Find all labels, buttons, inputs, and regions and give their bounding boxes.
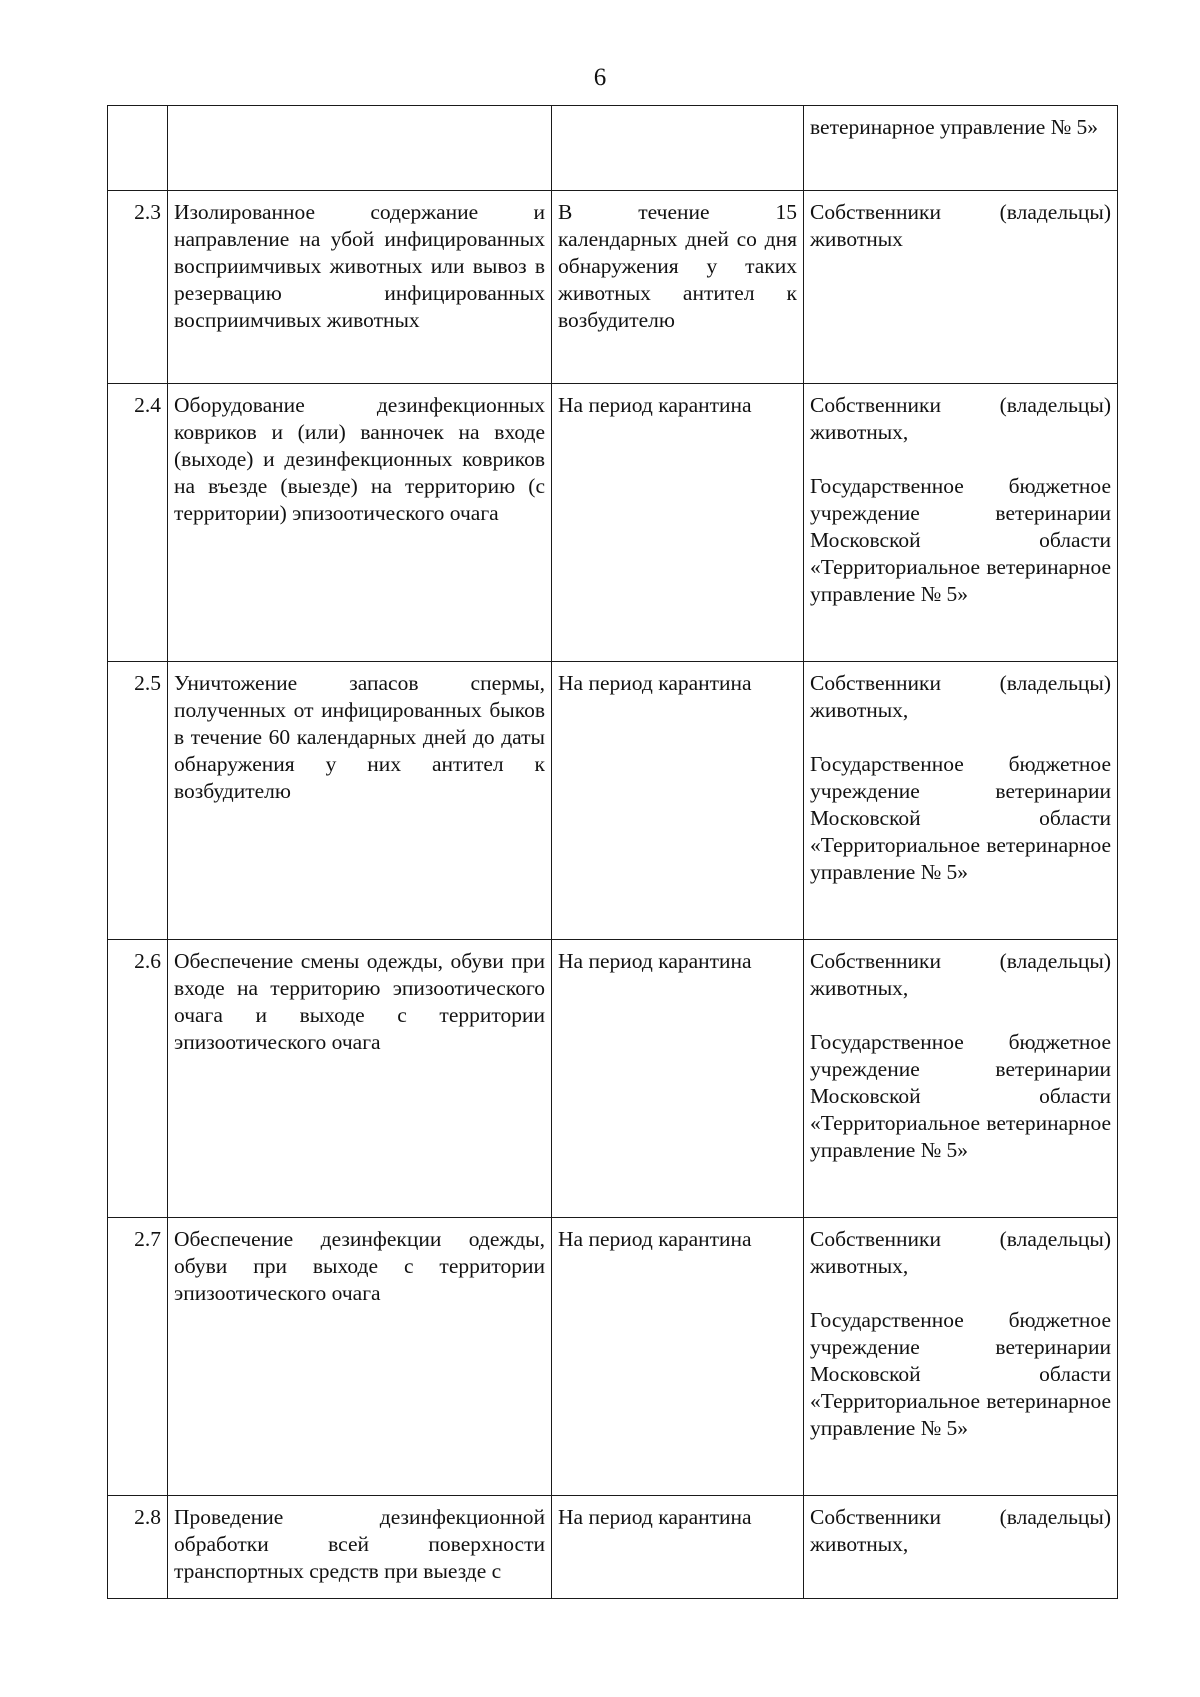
- responsible-cell: [804, 940, 1118, 1218]
- row-number-cell: 2.3: [108, 191, 168, 384]
- table-row: [108, 1496, 1118, 1599]
- table-row: [108, 191, 1118, 384]
- row-number-cell: 2.5: [108, 662, 168, 940]
- responsible-owners: Собственники (владельцы) животных,: [810, 393, 1111, 444]
- table-row: [108, 662, 1118, 940]
- term-cell: На период карантина: [552, 384, 804, 662]
- responsible-owners: Собственники (владельцы) животных,: [810, 949, 1111, 1000]
- measure-cell: Изолированное содержание и направление на убой инфицированных восприимчивых животных или вывоз в резервацию инфицированных восприимчивых животных: [168, 191, 552, 384]
- responsible-cell: [804, 106, 1118, 191]
- measure-cell: [168, 106, 552, 191]
- responsible-cell: [804, 662, 1118, 940]
- term-cell: [552, 106, 804, 191]
- term-cell: На период карантина: [552, 662, 804, 940]
- row-number-cell: 2.4: [108, 384, 168, 662]
- responsible-cell: [804, 191, 1118, 384]
- responsible-owners: Собственники (владельцы) животных,: [810, 1505, 1111, 1556]
- term-cell: На период карантина: [552, 1218, 804, 1496]
- measure-cell: Обеспечение дезинфекции одежды, обуви при выходе с территории эпизоотического очага: [168, 1218, 552, 1496]
- measure-cell: Оборудование дезинфекционных ковриков и (или) ванночек на входе (выходе) и дезинфекционных ковриков на въезде (выезде) на территорию (с территории) эпизоотического очага: [168, 384, 552, 662]
- responsible-owners: Собственники (владельцы) животных,: [810, 671, 1111, 722]
- responsible-owners: Собственники (владельцы) животных,: [810, 1227, 1111, 1278]
- row-number-cell: 2.6: [108, 940, 168, 1218]
- term-cell: На период карантина: [552, 1496, 804, 1599]
- row-number-cell: [108, 106, 168, 191]
- row-number-cell: 2.8: [108, 1496, 168, 1599]
- term-cell: На период карантина: [552, 940, 804, 1218]
- responsible-institution: Государственное бюджетное учреждение ветеринарии Московской области «Территориальное ветеринарное управление № 5»: [810, 474, 1111, 606]
- responsible-institution: Государственное бюджетное учреждение ветеринарии Московской области «Территориальное ветеринарное управление № 5»: [810, 1308, 1111, 1440]
- responsible-owners: Собственники (владельцы) животных: [810, 200, 1111, 251]
- page-number: 6: [593, 64, 607, 91]
- measure-cell: Проведение дезинфекционной обработки всей поверхности транспортных средств при выезде с: [168, 1496, 552, 1599]
- responsible-cell: [804, 384, 1118, 662]
- measure-cell: Уничтожение запасов спермы, полученных от инфицированных быков в течение 60 календарных дней до даты обнаружения у них антител к возбудителю: [168, 662, 552, 940]
- responsible-institution: Государственное бюджетное учреждение ветеринарии Московской области «Территориальное ветеринарное управление № 5»: [810, 1030, 1111, 1162]
- table-row: [108, 106, 1118, 191]
- measure-cell: Обеспечение смены одежды, обуви при входе на территорию эпизоотического очага и выходе с территории эпизоотического очага: [168, 940, 552, 1218]
- table-row: [108, 384, 1118, 662]
- responsible-institution: Государственное бюджетное учреждение ветеринарии Московской области «Территориальное ветеринарное управление № 5»: [810, 752, 1111, 884]
- responsible-text: ветеринарное управление № 5»: [810, 115, 1099, 139]
- row-number-cell: 2.7: [108, 1218, 168, 1496]
- term-cell: В течение 15 календарных дней со дня обнаружения у таких животных антител к возбудителю: [552, 191, 804, 384]
- responsible-cell: [804, 1218, 1118, 1496]
- table-row: [108, 1218, 1118, 1496]
- measures-table: [107, 105, 1118, 1599]
- table-row: [108, 940, 1118, 1218]
- responsible-cell: [804, 1496, 1118, 1599]
